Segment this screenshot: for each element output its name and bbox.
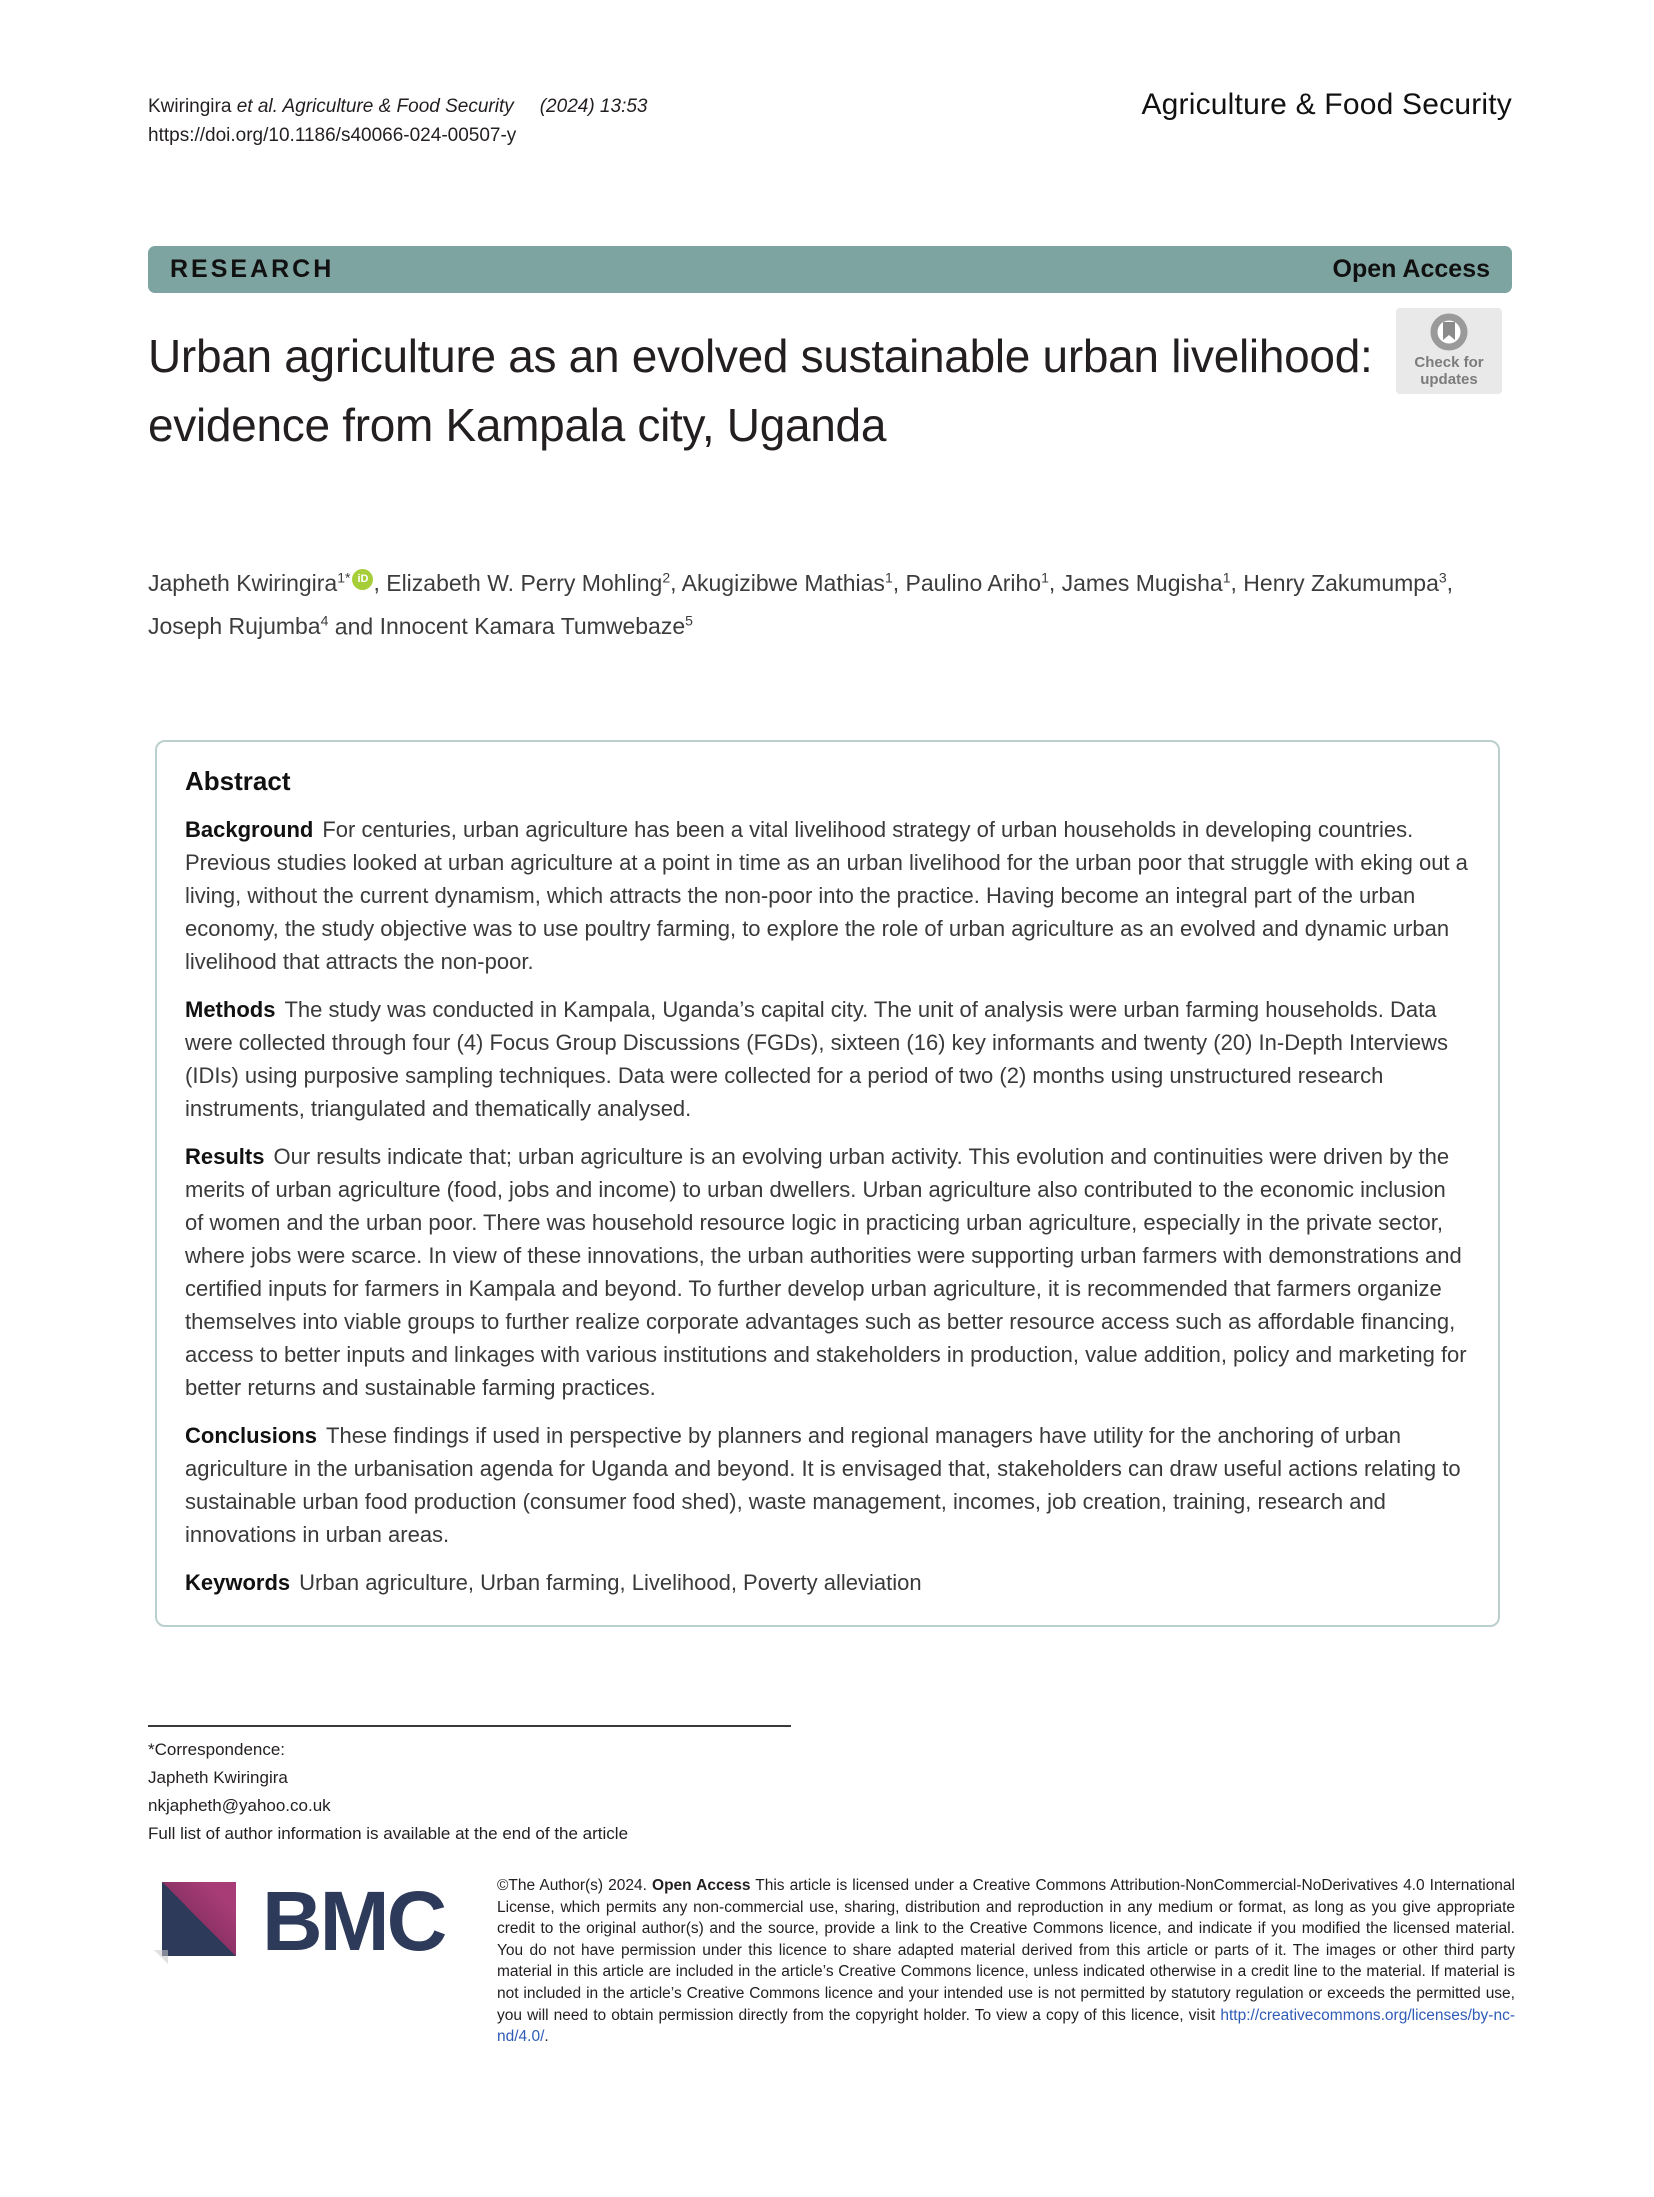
abstract-section-label: Conclusions: [185, 1423, 318, 1448]
abstract-paragraph: [185, 1140, 1470, 1404]
open-access-label: Open Access: [1332, 255, 1490, 283]
correspondence-name: Japheth Kwiringira: [148, 1768, 288, 1787]
abstract-paragraph: [185, 1566, 1470, 1599]
author-name: James Mugisha$^1$: [1061, 569, 1231, 596]
abstract-section-label: Methods: [185, 997, 276, 1022]
abstract-section-text: Urban agriculture, Urban farming, Livelihood, Poverty alleviation: [299, 1570, 922, 1595]
check-for-updates-button[interactable]: [1396, 308, 1502, 394]
article-title: Urban agriculture as an evolved sustainable urban livelihood: evidence from Kampala city, Uganda: [148, 330, 1373, 451]
author-separator: ,: [1048, 569, 1062, 596]
author-name: Akugizibwe Mathias$^1$: [681, 569, 893, 596]
open-access-inline-label: Open Access: [652, 1877, 751, 1894]
abstract-paragraph: [185, 1419, 1470, 1551]
abstract-sections: [185, 813, 1470, 1599]
abstract-section-label: Background: [185, 817, 314, 842]
citation-author: Kwiringira: [148, 96, 237, 117]
doi-link[interactable]: https://doi.org/10.1186/s40066-024-00507-y: [148, 125, 517, 146]
author-separator: ,: [1446, 569, 1454, 596]
bmc-logo-text: BMC: [262, 1874, 445, 1968]
author-name: Paulino Ariho$^1$: [905, 569, 1049, 596]
abstract-paragraph: [185, 993, 1470, 1125]
bmc-logo: [162, 1874, 445, 1968]
author-name: Henry Zakumumpa$^3$: [1243, 569, 1447, 596]
license-body: This article is licensed under a Creative Commons Attribution-NonCommercial-NoDerivatives 4.0 International License, which permits any non-commercial use, sharing, distribution and reproduction in any medium or format, as long as you give appropriate credit to the original author(s) and the source, provide a link to the Creative Commons licence, and indicate if you modified the licensed material. You do not have permission under this licence to share adapted material derived from this article or parts of it. The images or other third party material in this article are included in the article’s Creative Commons licence, unless indicated otherwise in a credit line to the material. If material is not included in the article’s Creative Commons licence and your intended use is not permitted by statutory regulation or exceeds the permitted use, you will need to obtain permission directly from the copyright holder. To view a copy of this licence, visit: [497, 1877, 1515, 2024]
license-text: [497, 1875, 1515, 2048]
correspondence-block: [148, 1736, 628, 1848]
copyright-notice: ©The Author(s) 2024.: [497, 1877, 653, 1894]
author-name: Japheth Kwiringira$^{1*}$: [148, 569, 351, 596]
author-separator: ,: [1230, 569, 1244, 596]
citation-journal: et al. Agriculture & Food Security: [236, 96, 514, 117]
check-for-updates-label: Check for updates: [1414, 354, 1484, 388]
abstract-section-text: These findings if used in perspective by planners and regional managers have utility for the anchoring of urban agriculture in the urbanisation agenda for Uganda and beyond. It is envisaged that, stakeholders can draw useful actions relating to sustainable urban food production (consumer food shed), waste management, incomes, job creation, training, research and innovations in urban areas.: [185, 1423, 1461, 1547]
author-separator: ,: [670, 569, 682, 596]
author-separator: ,: [892, 569, 906, 596]
abstract-section-label: Results: [185, 1144, 265, 1169]
author-name: Innocent Kamara Tumwebaze$^5$: [379, 612, 693, 640]
abstract-section-label: Keywords: [185, 1570, 291, 1595]
article-type-label: RESEARCH: [170, 255, 335, 283]
author-name: Elizabeth W. Perry Mohling$^2$: [386, 569, 671, 596]
abstract-box: [155, 740, 1500, 1627]
journal-name: Agriculture & Food Security: [1141, 88, 1512, 121]
abstract-section-text: The study was conducted in Kampala, Uganda’s capital city. The unit of analysis were urban farming households. Data were collected through four (4) Focus Group Discussions (FGDs), sixteen (16) key informants and twenty (20) In-Depth Interviews (IDIs) using purposive sampling techniques. Data were collected for a period of two (2) months using unstructured research instruments, triangulated and thematically analysed.: [185, 997, 1449, 1121]
orcid-icon[interactable]: iD: [352, 569, 373, 590]
license-suffix: .: [544, 2028, 549, 2046]
author-info-note: Full list of author information is available at the end of the article: [148, 1824, 629, 1843]
citation-line: [148, 92, 647, 121]
abstract-section-text: For centuries, urban agriculture has been a vital livelihood strategy of urban households in developing countries. Previous studies looked at urban agriculture at a point in time as an urban livelihood for the urban poor that struggle with eking out a living, without the current dynamism, which attracts the non-poor into the practice. Having become an integral part of the urban economy, the study objective was to use poultry farming, to explore the role of urban agriculture as an evolved and dynamic urban livelihood that attracts the non-poor.: [185, 817, 1468, 974]
article-type-banner: [148, 246, 1512, 293]
crossmark-icon: [1427, 312, 1471, 354]
citation-issue: (2024) 13:53: [539, 96, 648, 117]
author-name: Joseph Rujumba$^4$: [148, 612, 329, 640]
correspondence-label: *Correspondence:: [148, 1740, 286, 1759]
running-head: [148, 92, 647, 150]
creative-commons-link[interactable]: http://creativecommons.org/licenses/by-nc-nd/4.0/: [497, 2006, 1515, 2046]
abstract-paragraph: [185, 813, 1470, 978]
abstract-section-text: Our results indicate that; urban agriculture is an evolving urban activity. This evolution and continuities were driven by the merits of urban agriculture (food, jobs and income) to urban dwellers. Urban agriculture also contributed to the economic inclusion of women and the urban poor. There was household resource logic in practicing urban agriculture, especially in the private sector, where jobs were scarce. In view of these innovations, the urban authorities were supporting urban farmers with demonstrations and certified inputs for farmers in Kampala and beyond. To further develop urban agriculture, it is recommended that farmers organize themselves into viable groups to further realize corporate advantages such as better resource access such as affordable financing, access to better inputs and linkages with various institutions and stakeholders in production, value addition, policy and marketing for better returns and sustainable farming practices.: [185, 1144, 1467, 1400]
author-list: [148, 558, 1478, 645]
author-separator: and: [328, 613, 380, 640]
correspondence-email: nkjapheth@yahoo.co.uk: [148, 1796, 331, 1815]
abstract-heading: Abstract: [185, 766, 291, 796]
author-separator: ,: [373, 569, 387, 596]
footnote-divider: [148, 1725, 791, 1727]
bmc-logo-mark: [162, 1882, 236, 1956]
